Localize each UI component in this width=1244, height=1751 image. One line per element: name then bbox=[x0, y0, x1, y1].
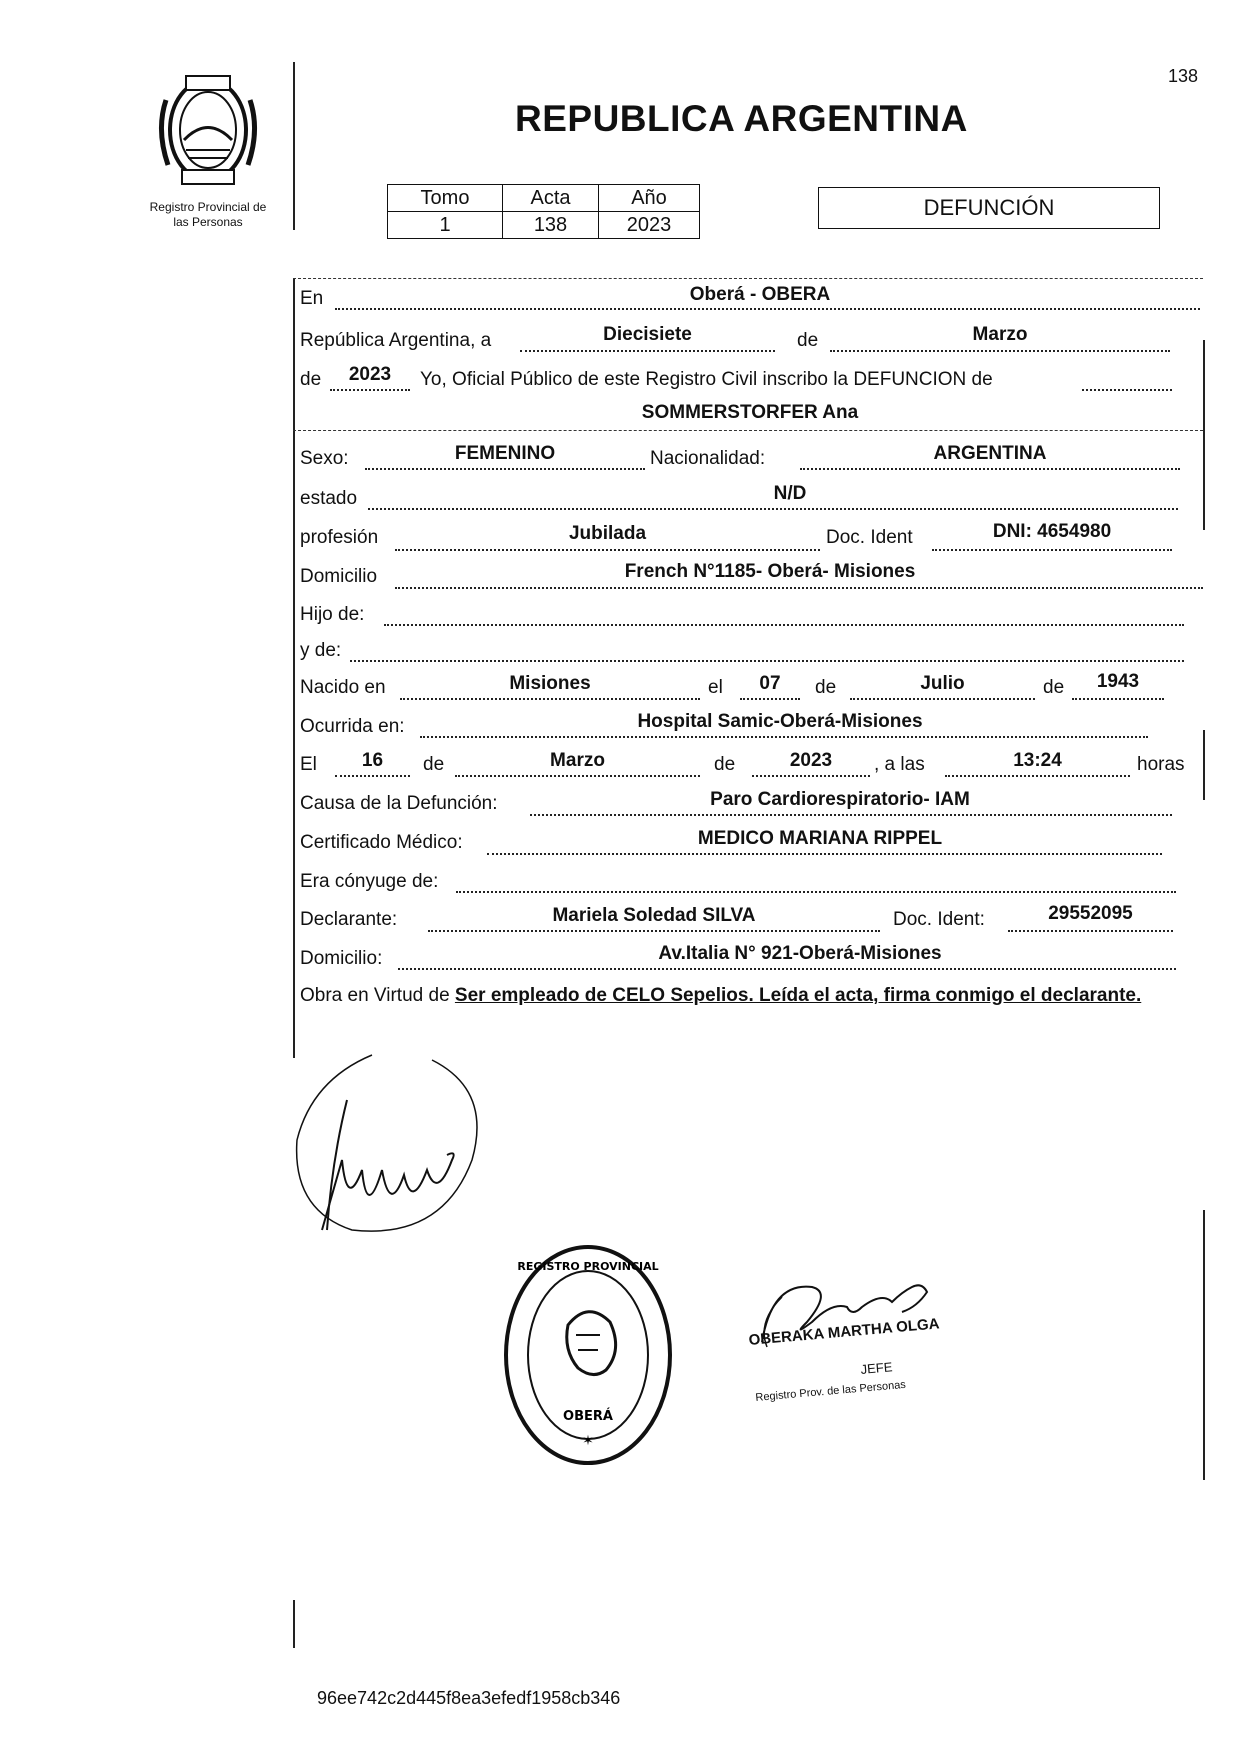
acta-value: 138 bbox=[503, 212, 599, 239]
record-type-box: DEFUNCIÓN bbox=[818, 187, 1160, 229]
record-value-row bbox=[388, 212, 700, 239]
de-label: de bbox=[797, 330, 819, 351]
right-rule-upper bbox=[1203, 340, 1205, 530]
dotted-line bbox=[365, 468, 645, 470]
estado-value: N/D bbox=[773, 483, 807, 504]
dotted-line bbox=[752, 775, 870, 777]
anio-header: Año bbox=[599, 185, 700, 212]
ocurrida-value: Hospital Samic-Oberá-Misiones bbox=[637, 711, 923, 732]
declarante-doc-value: 29552095 bbox=[1048, 903, 1133, 924]
right-rule-lower bbox=[1203, 1210, 1205, 1480]
domicilio-label: Domicilio bbox=[300, 566, 378, 587]
left-rule-main bbox=[293, 278, 295, 1058]
dotted-line bbox=[1008, 930, 1173, 932]
obra-label: Obra en Virtud de bbox=[300, 985, 450, 1006]
dotted-line bbox=[800, 468, 1180, 470]
dotted-line bbox=[520, 350, 775, 352]
left-rule-top bbox=[293, 62, 295, 230]
el-label: El bbox=[300, 754, 317, 775]
anio-value: 2023 bbox=[599, 212, 700, 239]
conyuge-label: Era cónyuge de: bbox=[300, 871, 439, 892]
de-label: de bbox=[1043, 677, 1065, 698]
officer-name: OBERAKA MARTHA OLGA bbox=[748, 1315, 941, 1349]
dotted-line bbox=[455, 775, 700, 777]
deceased-name: SOMMERSTORFER Ana bbox=[641, 402, 859, 423]
sexo-value: FEMENINO bbox=[454, 443, 556, 464]
declarant-signature bbox=[292, 1030, 512, 1240]
causa-value: Paro Cardiorespiratorio- IAM bbox=[710, 789, 970, 810]
right-rule-mid bbox=[1203, 730, 1205, 800]
left-rule-bottom bbox=[293, 1600, 295, 1648]
profesion-value: Jubilada bbox=[568, 523, 647, 544]
de-label: de bbox=[300, 369, 322, 390]
dotted-line bbox=[932, 549, 1172, 551]
acta-header: Acta bbox=[503, 185, 599, 212]
dotted-line bbox=[850, 698, 1035, 700]
el-label: el bbox=[708, 677, 723, 698]
tomo-value: 1 bbox=[388, 212, 503, 239]
a-las-label: , a las bbox=[874, 754, 925, 775]
record-table bbox=[387, 184, 700, 239]
svg-text:✶: ✶ bbox=[582, 1433, 594, 1449]
domicilio-value: French N°1185- Oberá- Misiones bbox=[624, 561, 916, 582]
nacionalidad-value: ARGENTINA bbox=[933, 443, 1047, 464]
defuncion-dia: 16 bbox=[361, 750, 384, 771]
dotted-line bbox=[350, 660, 1184, 662]
registry-name-line2: las Personas bbox=[173, 215, 243, 229]
dotted-line bbox=[368, 508, 1178, 510]
dotted-line bbox=[420, 736, 1148, 738]
dotted-line bbox=[740, 698, 800, 700]
record-header-row bbox=[388, 185, 700, 212]
nacimiento-anio: 1943 bbox=[1096, 671, 1140, 692]
de-label: de bbox=[815, 677, 837, 698]
page-number: 138 bbox=[1168, 66, 1199, 86]
nacionalidad-label: Nacionalidad: bbox=[650, 448, 766, 469]
dotted-line bbox=[335, 775, 410, 777]
doc-ident-label: Doc. Ident bbox=[826, 527, 913, 548]
dotted-line bbox=[398, 968, 1176, 970]
dotted-line bbox=[384, 624, 1184, 626]
dotted-line bbox=[395, 587, 1203, 589]
republica-label: República Argentina, a bbox=[300, 330, 492, 351]
tomo-header: Tomo bbox=[388, 185, 503, 212]
estado-label: estado bbox=[300, 488, 358, 509]
anio-value: 2023 bbox=[348, 364, 392, 385]
svg-text:OBERÁ: OBERÁ bbox=[563, 1409, 613, 1424]
dia-letras: Diecisiete bbox=[603, 324, 692, 345]
obra-text: Ser empleado de CELO Sepelios. Leída el acta, firma conmigo el declarante. bbox=[454, 985, 1142, 1006]
doc-ident-label: Doc. Ident: bbox=[893, 909, 985, 930]
dotted-line bbox=[830, 350, 1170, 352]
separator bbox=[293, 278, 1203, 279]
official-registry-seal bbox=[498, 1240, 678, 1470]
obra-en-virtud bbox=[300, 983, 1200, 1009]
profesion-label: profesión bbox=[300, 527, 379, 548]
separator bbox=[293, 430, 1203, 431]
certificado-label: Certificado Médico: bbox=[300, 832, 463, 853]
officer-role: JEFE bbox=[860, 1359, 893, 1377]
nacido-label: Nacido en bbox=[300, 677, 386, 698]
en-label: En bbox=[300, 288, 324, 309]
defuncion-hora: 13:24 bbox=[1013, 750, 1062, 771]
page-title: REPUBLICA ARGENTINA bbox=[515, 98, 968, 139]
dotted-line bbox=[530, 814, 1172, 816]
defuncion-mes: Marzo bbox=[550, 750, 605, 771]
dotted-line bbox=[945, 775, 1130, 777]
defuncion-anio: 2023 bbox=[789, 750, 833, 771]
declarante-value: Mariela Soledad SILVA bbox=[552, 905, 756, 926]
declarante-domicilio-label: Domicilio: bbox=[300, 948, 383, 969]
certificado-value: MEDICO MARIANA RIPPEL bbox=[697, 828, 943, 849]
de-label: de bbox=[714, 754, 736, 775]
dotted-line bbox=[400, 698, 700, 700]
yo-text: Yo, Oficial Público de este Registro Civil inscribo la DEFUNCION de bbox=[420, 369, 993, 390]
dotted-line bbox=[428, 930, 880, 932]
hijo-de-label: Hijo de: bbox=[300, 604, 365, 625]
sexo-label: Sexo: bbox=[300, 448, 349, 469]
dotted-line bbox=[335, 308, 1200, 310]
ocurrida-label: Ocurrida en: bbox=[300, 716, 405, 737]
dotted-line bbox=[487, 853, 1162, 855]
nacido-lugar: Misiones bbox=[509, 673, 591, 694]
document-hash: 96ee742c2d445f8ea3efedf1958cb346 bbox=[317, 1688, 621, 1708]
nacimiento-dia: 07 bbox=[759, 673, 781, 694]
dotted-line bbox=[395, 549, 820, 551]
dotted-line bbox=[330, 389, 410, 391]
dotted-line bbox=[1082, 389, 1172, 391]
horas-label: horas bbox=[1137, 754, 1185, 775]
nacimiento-mes: Julio bbox=[920, 673, 965, 694]
declarante-domicilio-value: Av.Italia N° 921-Oberá-Misiones bbox=[658, 943, 942, 964]
dotted-line bbox=[1072, 698, 1164, 700]
causa-label: Causa de la Defunción: bbox=[300, 793, 498, 814]
doc-ident-value: DNI: 4654980 bbox=[992, 521, 1112, 542]
svg-text:REGISTRO PROVINCIAL: REGISTRO PROVINCIAL bbox=[517, 1260, 659, 1273]
mes-value: Marzo bbox=[972, 324, 1028, 345]
declarante-label: Declarante: bbox=[300, 909, 398, 930]
de-label: de bbox=[423, 754, 445, 775]
y-de-label: y de: bbox=[300, 640, 342, 661]
en-value: Oberá - OBERA bbox=[689, 284, 831, 305]
officer-organization: Registro Prov. de las Personas bbox=[755, 1378, 907, 1404]
dotted-line bbox=[456, 891, 1176, 893]
registry-name bbox=[118, 200, 298, 230]
provincial-coat-of-arms-logo bbox=[148, 70, 268, 195]
registry-name-line1: Registro Provincial de bbox=[149, 200, 267, 214]
